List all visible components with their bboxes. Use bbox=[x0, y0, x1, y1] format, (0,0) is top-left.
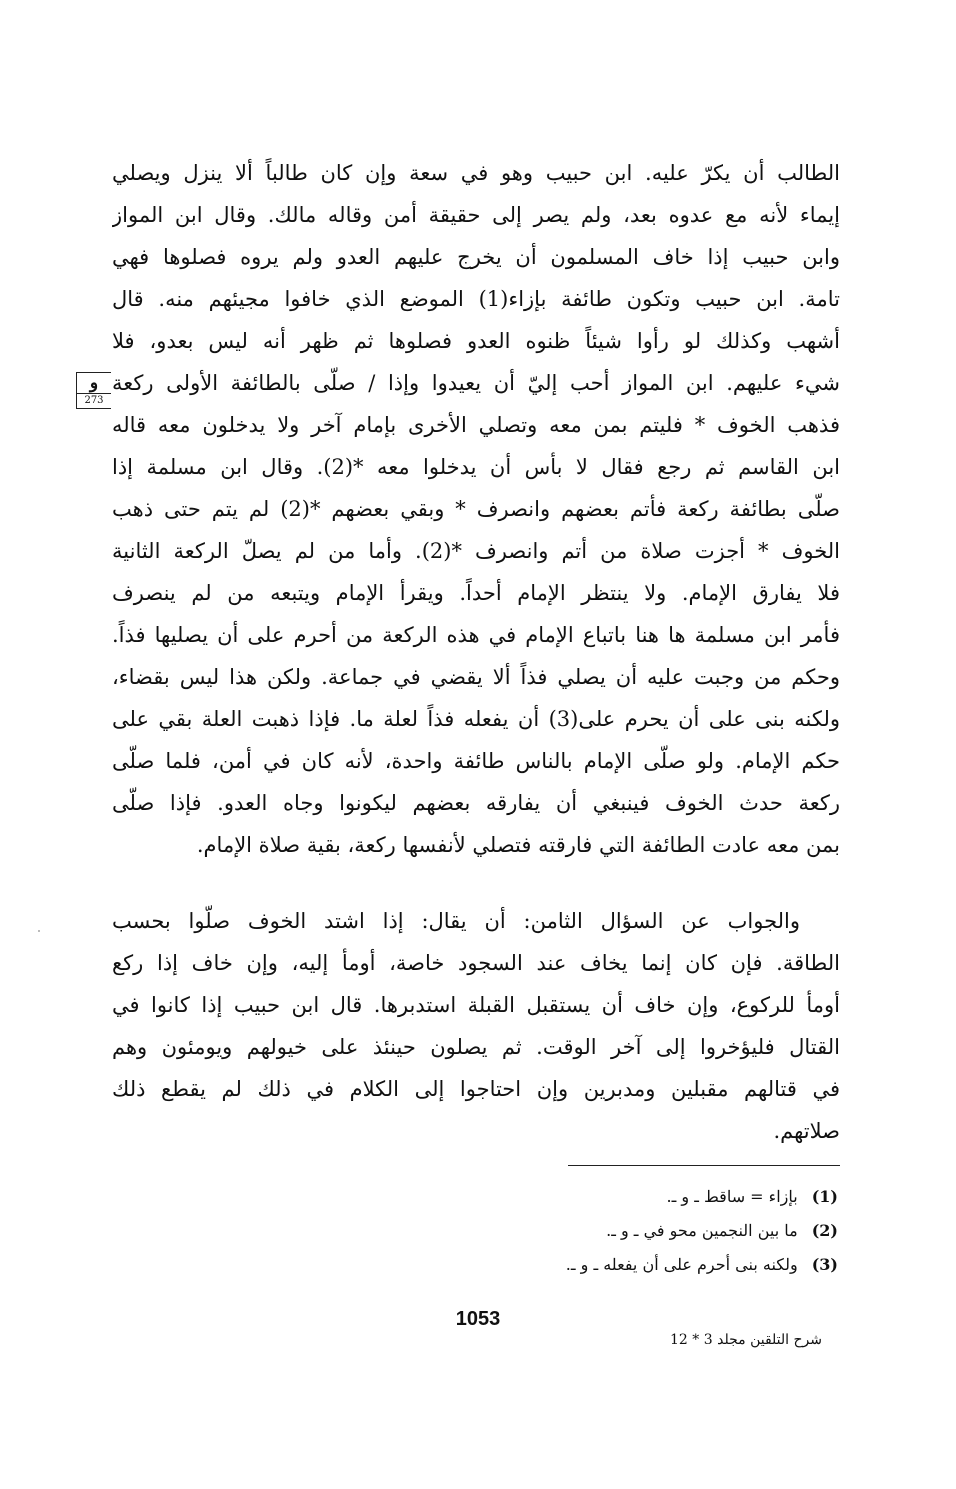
main-paragraph bbox=[112, 152, 840, 866]
answer-paragraph bbox=[112, 900, 840, 1152]
folio-number: 273 bbox=[77, 393, 111, 408]
footnote-separator bbox=[568, 1165, 840, 1166]
footnotes bbox=[118, 1180, 838, 1282]
text-line: حكم الإمام. ولو صلّى الإمام بالناس طائفة واحدة، لأنه كان في أمن، فلما صلّى bbox=[112, 749, 840, 773]
text-line: فأمر ابن مسلمة ها هنا باتباع الإمام في هذه الركعة من أحرم على أن يصليها فذاً. bbox=[112, 623, 840, 647]
text-line: ولكنه بنى على أن يحرم على(3) أن يفعله فذاً لعلة ما. فإذا ذهبت العلة بقي على bbox=[112, 707, 840, 731]
text-line: وابن حبيب إذا خاف المسلمون أن يخرج عليهم العدو ولم يروه فصلوها فهي bbox=[112, 245, 840, 269]
text-line: بمن معه عادت الطائفة التي فارقته فتصلي لأنفسها ركعة، بقية صلاة الإمام. bbox=[196, 833, 840, 857]
footnote bbox=[118, 1214, 838, 1248]
text-line: فذهب الخوف * فليتم بمن معه وتصلي الأخرى بإمام آخر ولا يدخلون معه قاله bbox=[112, 413, 840, 437]
footnote-text: ولكنه بنى أحرم على أن يفعله ـ و ـ. bbox=[565, 1255, 798, 1274]
footnote bbox=[118, 1248, 838, 1282]
footnote bbox=[118, 1180, 838, 1214]
page-number: 1053 bbox=[455, 1308, 501, 1330]
footnote-number: (1) bbox=[811, 1187, 838, 1206]
text-line: أومأ للركوع، وإن خاف أن يستقبل القبلة استدبرها. قال ابن حبيب إذا كانوا في bbox=[112, 993, 840, 1017]
text-line: الطالب أن يكرّ عليه. ابن حبيب وهو في سعة وإن كان طالباً ألا ينزل ويصلي bbox=[112, 161, 840, 185]
text-line: والجواب عن السؤال الثامن: أن يقال: إذا اشتد الخوف صلّوا بحسب bbox=[112, 909, 800, 933]
footnote-number: (3) bbox=[811, 1255, 838, 1274]
manuscript-folio-marker bbox=[76, 372, 111, 409]
footnote-text: ما بين النجمين محو في ـ و ـ. bbox=[606, 1221, 798, 1240]
footnote-number: (2) bbox=[811, 1221, 838, 1240]
text-line: الطاقة. فإن كان إنما يخاف عند السجود خاصة، أومأ إليه، وإن خاف إذا ركع bbox=[112, 951, 840, 975]
text-line: تامة. ابن حبيب وتكون طائفة بإزاء(1) الموضع الذي خافوا مجيئهم منه. قال bbox=[112, 287, 840, 311]
footnote-text: بإزاء = ساقط ـ و ـ. bbox=[666, 1187, 798, 1206]
text-line: ابن القاسم ثم رجع فقال لا بأس أن يدخلوا معه *(2). وقال ابن مسلمة إذا bbox=[112, 455, 840, 479]
text-line: الخوف * أجزت صلاة من أتم وانصرف *(2). وأما من لم يصلّ الركعة الثانية bbox=[112, 539, 840, 563]
text-line: ركعة حدث الخوف فينبغي أن يفارقه بعضهم ليكونوا وجاه العدو. فإذا صلّى bbox=[112, 791, 840, 815]
manuscript-siglum: و bbox=[89, 373, 99, 393]
text-line: في قتالهم مقبلين ومدبرين وإن احتاجوا إلى الكلام في ذلك لم يقطع ذلك bbox=[112, 1077, 840, 1101]
printer-signature: شرح التلقين مجلد 3 * 12 bbox=[670, 1332, 822, 1348]
text-line: شيء عليهم. ابن المواز أحب إليّ أن يعيدوا وإذا / صلّى بالطائفة الأولى ركعة bbox=[112, 371, 840, 395]
text-line: أشهب وكذلك لو رأوا شيئاً ظنوه العدو فصلوها ثم ظهر أنه ليس بعدو، فلا bbox=[112, 329, 840, 353]
scan-speck bbox=[38, 930, 40, 932]
text-line: فلا يفارق الإمام. ولا ينتظر الإمام أحداً. ويقرأ الإمام ويتبعه من لم ينصرف bbox=[112, 581, 840, 605]
text-line: إيماء لأنه مع عدوه بعد، ولم يصر إلى حقيقة أمن وقاله مالك. وقال ابن المواز bbox=[112, 203, 840, 227]
text-line: القتال فليؤخروا إلى آخر الوقت. ثم يصلون حينئذ على خيولهم ويومئون وهم bbox=[112, 1035, 840, 1059]
text-line: وحكم من وجبت عليه أن يصلي فذاً ألا يقضي في جماعة. ولكن هذا ليس بقضاء، bbox=[112, 665, 840, 689]
text-line: صلاتهم. bbox=[773, 1119, 840, 1143]
text-line: صلّى بطائفة ركعة فأتم بعضهم وانصرف * وبقي بعضهم *(2) لم يتم حتى ذهب bbox=[112, 497, 840, 521]
